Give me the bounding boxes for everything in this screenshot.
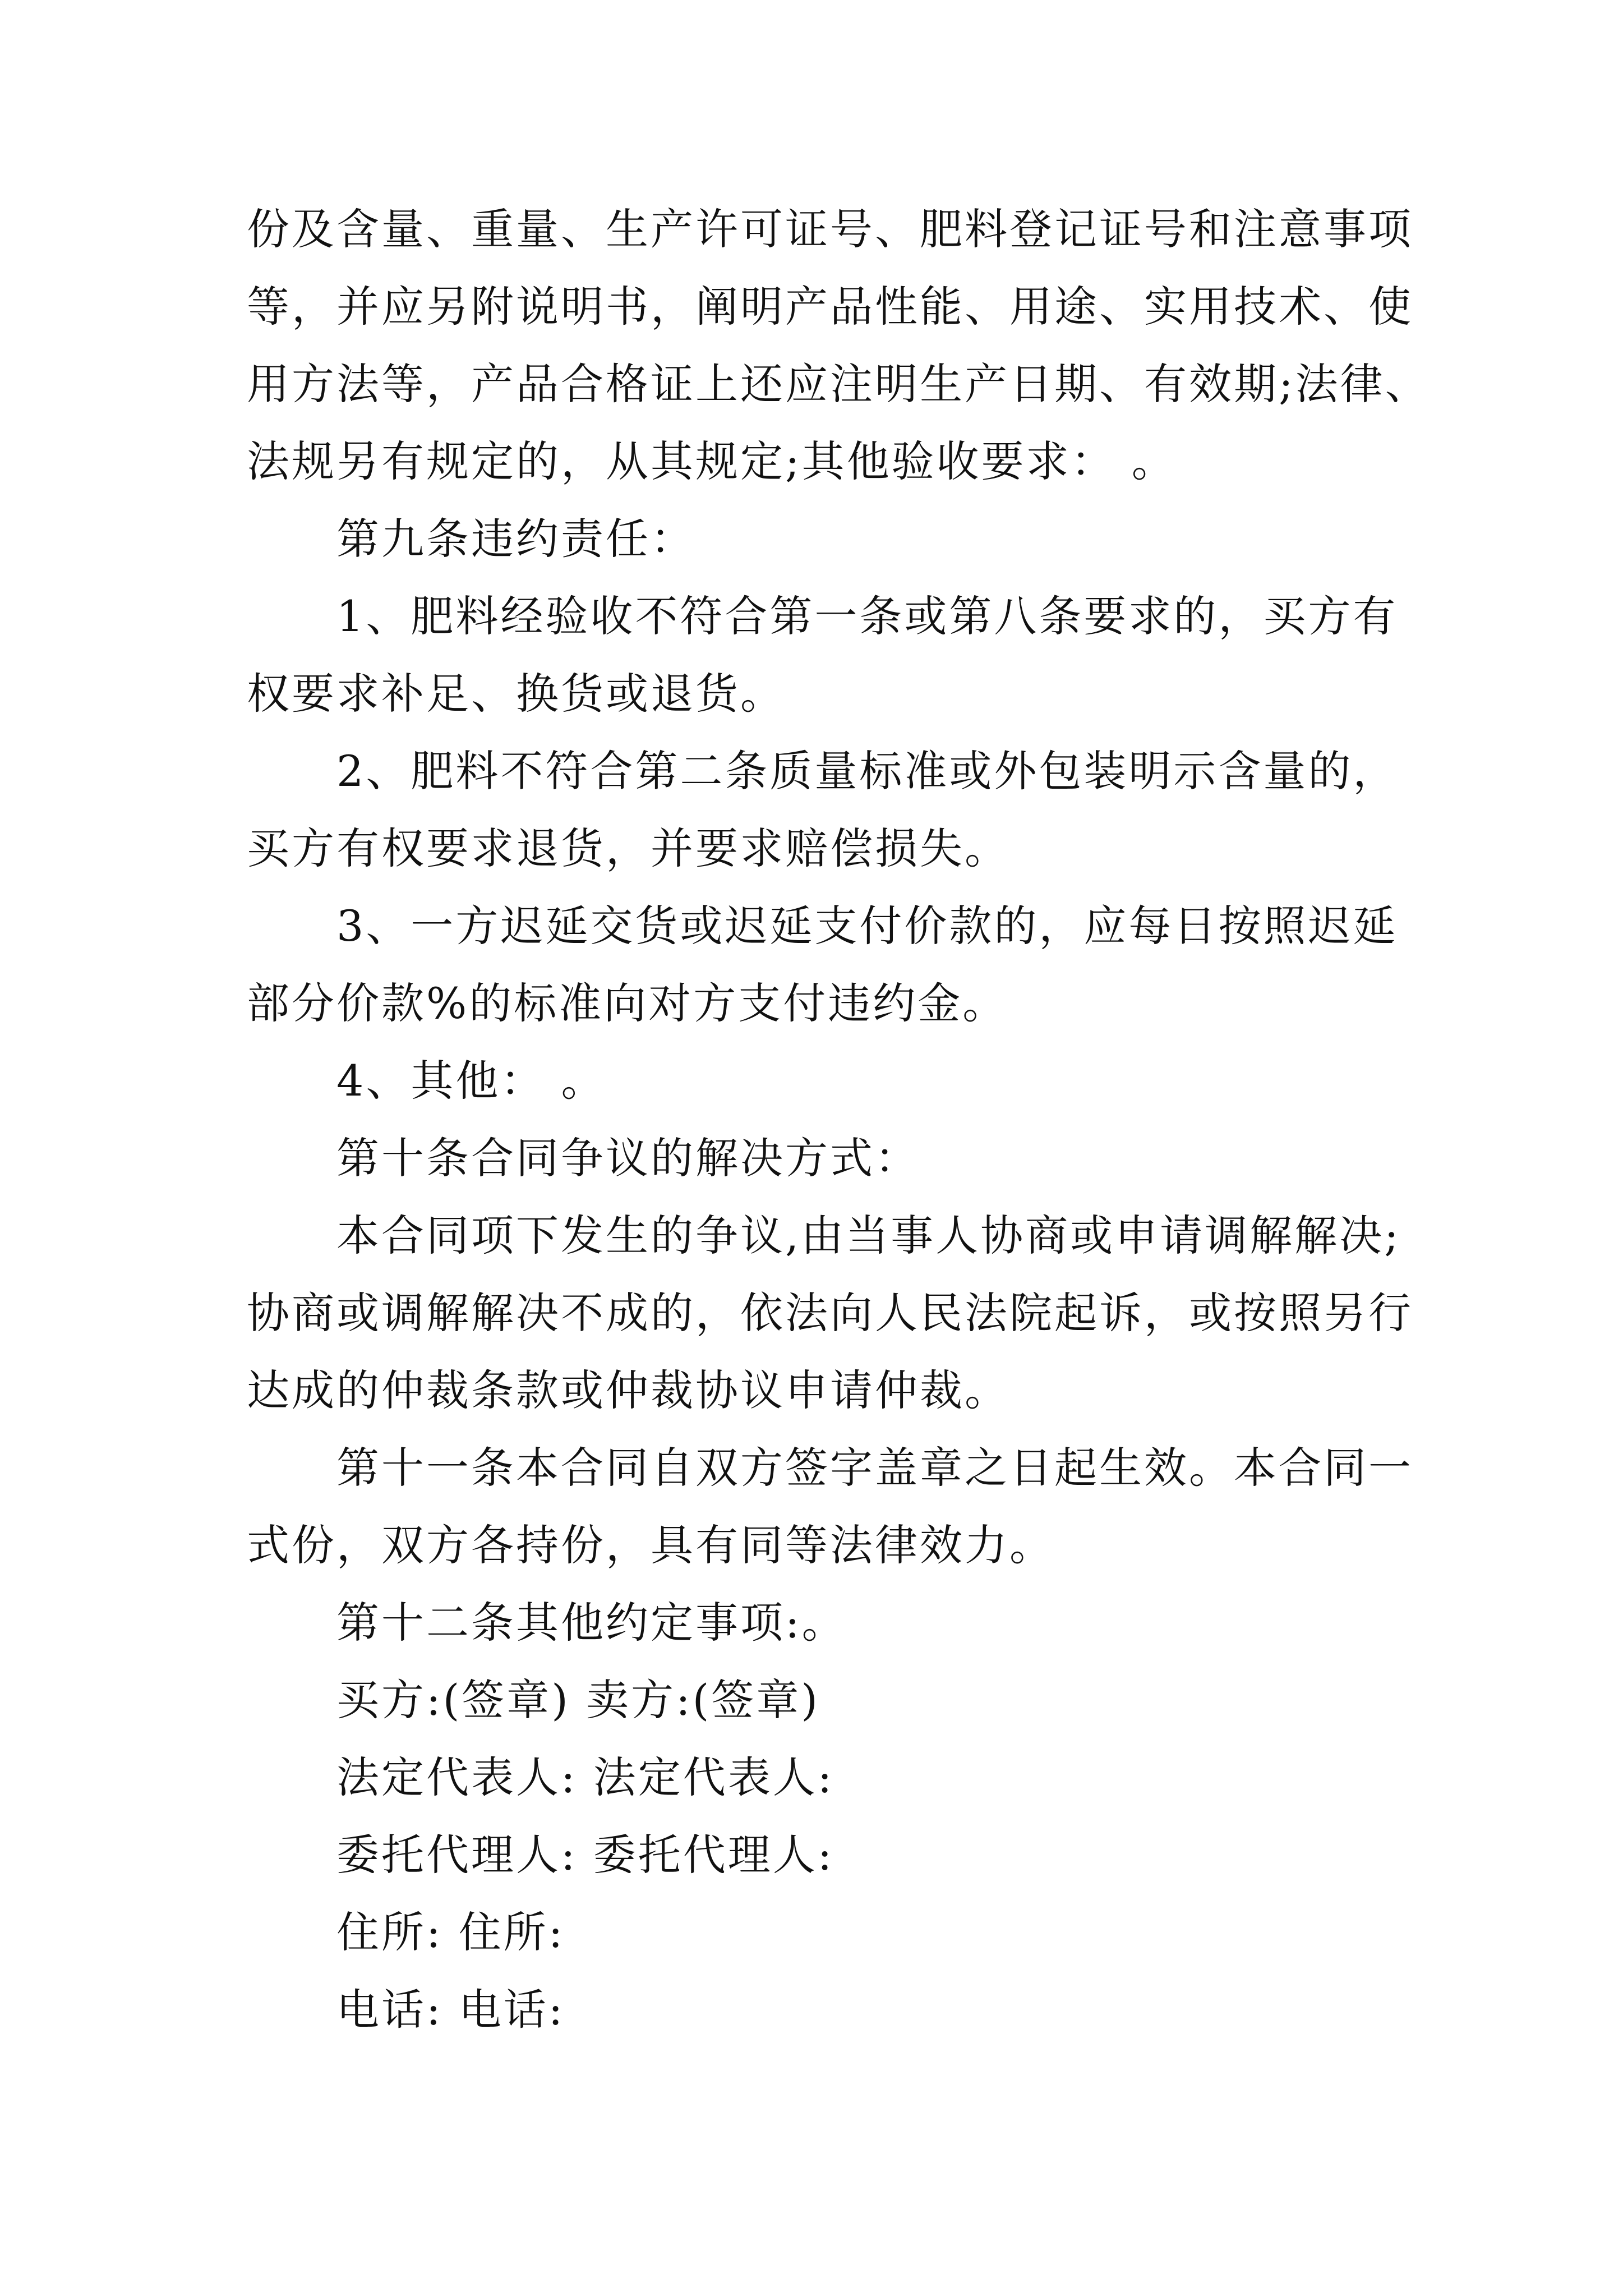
- paragraph-line: 2、肥料不符合第二条质量标准或外包装明示含量的，: [336, 746, 1398, 796]
- signature-line-address: 住所: 住所:: [336, 1907, 565, 1957]
- paragraph-line: 达成的仲裁条款或仲裁协议申请仲裁。: [247, 1365, 1009, 1415]
- article-heading-9: 第九条违约责任：: [336, 514, 695, 564]
- paragraph-line: 份及含量、重量、生产许可证号、肥料登记证号和注意事项: [247, 204, 1413, 254]
- paragraph-line: 式份，双方各持份，具有同等法律效力。: [247, 1520, 1054, 1570]
- paragraph-line: 4、其他： 。: [336, 1056, 606, 1106]
- paragraph-line: 用方法等，产品合格证上还应注明生产日期、有效期;法律、: [247, 359, 1430, 409]
- paragraph-line: 等，并应另附说明书，阐明产品性能、用途、实用技术、使: [247, 282, 1413, 332]
- signature-line-phone: 电话: 电话:: [336, 1985, 565, 2035]
- paragraph-line: 1、肥料经验收不符合第一条或第八条要求的，买方有: [336, 591, 1398, 641]
- paragraph-line: 权要求补足、换货或退货。: [247, 669, 785, 719]
- paragraph-line: 本合同项下发生的争议,由当事人协商或申请调解解决;: [336, 1211, 1401, 1260]
- paragraph-line: 买方有权要求退货，并要求赔偿损失。: [247, 823, 1009, 873]
- signature-line-legal-representative: 法定代表人: 法定代表人:: [336, 1752, 834, 1802]
- paragraph-line: 部分价款%的标准向对方支付违约金。: [247, 978, 1008, 1028]
- signature-line-parties: 买方:(签章) 卖方:(签章): [336, 1675, 820, 1725]
- article-heading-10: 第十条合同争议的解决方式：: [336, 1133, 920, 1183]
- signature-line-agent: 委托代理人: 委托代理人:: [336, 1830, 834, 1880]
- paragraph-line: 3、一方迟延交货或迟延支付价款的，应每日按照迟延: [336, 901, 1398, 951]
- article-heading-12: 第十二条其他约定事项:。: [336, 1598, 847, 1648]
- paragraph-line: 协商或调解解决不成的，依法向人民法院起诉，或按照另行: [247, 1288, 1413, 1338]
- paragraph-line: 法规另有规定的，从其规定;其他验收要求： 。: [247, 436, 1177, 486]
- document-body: [247, 191, 1430, 2049]
- article-heading-11: 第十一条本合同自双方签字盖章之日起生效。本合同一: [336, 1443, 1413, 1493]
